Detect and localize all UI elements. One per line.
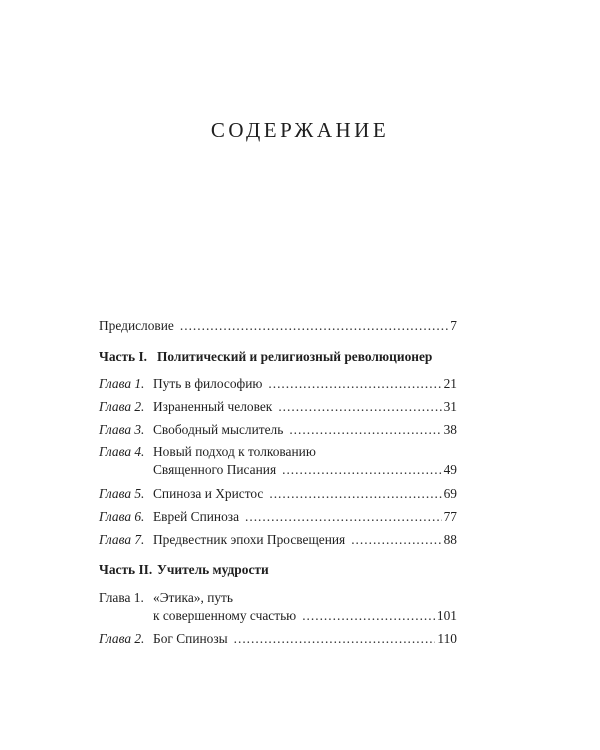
chapter-title: Израненный человек [153, 399, 273, 414]
part-title: Учитель мудрости [157, 562, 269, 577]
chapter-label: Глава 1. [99, 376, 145, 391]
toc-entry-chapter[interactable] [99, 376, 457, 392]
chapter-title-line2: к совершенному счастью [153, 608, 297, 623]
chapter-page: 31 [443, 399, 457, 414]
toc-entry-chapter-line1[interactable] [99, 590, 457, 606]
dot-leader [245, 509, 442, 525]
dot-leader [234, 631, 436, 647]
chapter-page: 49 [443, 462, 457, 477]
chapter-title: Свободный мыслитель [153, 422, 284, 437]
page-title: СОДЕРЖАНИЕ [210, 118, 390, 142]
toc-entry-chapter-line2[interactable] [99, 462, 457, 478]
chapter-label: Глава 7. [99, 532, 145, 547]
dot-leader [268, 376, 441, 392]
dot-leader [282, 462, 442, 478]
part-label: Часть I. [99, 349, 148, 364]
dot-leader [269, 486, 441, 502]
chapter-label: Глава 6. [99, 509, 145, 524]
toc-entry-chapter[interactable] [99, 509, 457, 525]
part-title: Политический и религиозный революционер [157, 349, 433, 364]
part-heading-1 [99, 349, 432, 365]
chapter-label: Глава 4. [99, 444, 145, 459]
chapter-page: 38 [443, 422, 457, 437]
chapter-title: Предвестник эпохи Просвещения [153, 532, 346, 547]
chapter-page: 21 [443, 376, 457, 391]
toc-entry-chapter[interactable] [99, 422, 457, 438]
toc-entry-preface[interactable] [99, 318, 457, 334]
dot-leader [278, 399, 441, 415]
toc-entry-chapter-line2[interactable] [99, 608, 457, 624]
dot-leader [289, 422, 441, 438]
part-heading-2 [99, 562, 269, 578]
chapter-label: Глава 2. [99, 631, 145, 646]
chapter-page: 101 [436, 608, 457, 623]
toc-entry-chapter[interactable] [99, 631, 457, 647]
chapter-label: Глава 5. [99, 486, 145, 501]
dot-leader [302, 608, 435, 624]
toc-entry-chapter[interactable] [99, 486, 457, 502]
chapter-label: Глава 2. [99, 399, 145, 414]
toc-entry-title: Предисловие [99, 318, 174, 333]
dot-leader [180, 318, 448, 334]
toc-entry-chapter[interactable] [99, 532, 457, 548]
chapter-label: Глава 1. [99, 590, 144, 605]
part-label: Часть II. [99, 562, 153, 577]
chapter-title: Путь в философию [153, 376, 263, 391]
chapter-label: Глава 3. [99, 422, 145, 437]
chapter-title-line1: «Этика», путь [153, 590, 234, 605]
chapter-title: Еврей Спиноза [153, 509, 240, 524]
chapter-page: 110 [437, 631, 457, 646]
chapter-title-line1: Новый подход к толкованию [153, 444, 316, 459]
chapter-title-line2: Священного Писания [153, 462, 277, 477]
toc-entry-chapter[interactable] [99, 399, 457, 415]
toc-entry-page: 7 [450, 318, 457, 333]
chapter-page: 77 [443, 509, 457, 524]
chapter-title: Спиноза и Христос [153, 486, 264, 501]
chapter-page: 88 [443, 532, 457, 547]
dot-leader [351, 532, 441, 548]
chapter-title: Бог Спинозы [153, 631, 228, 646]
chapter-page: 69 [443, 486, 457, 501]
toc-entry-chapter-line1[interactable] [99, 444, 457, 460]
